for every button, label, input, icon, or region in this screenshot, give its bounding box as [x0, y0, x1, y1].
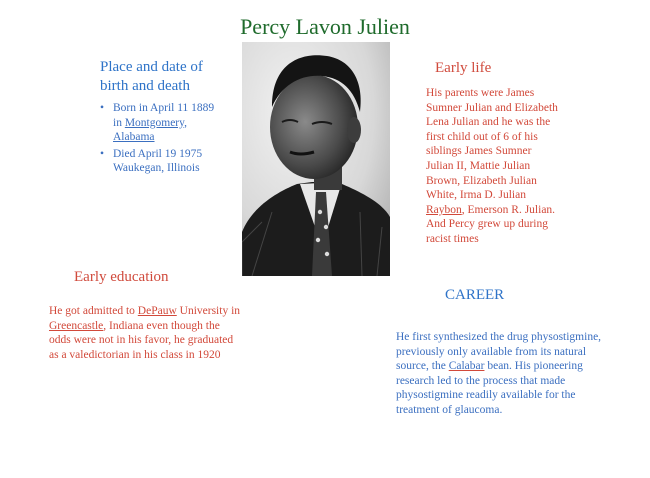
portrait-photo — [242, 42, 390, 276]
page-title: Percy Lavon Julien — [240, 14, 410, 39]
career-text-part2: bean. His pioneering research led to the process that made physostigmine readily available for the treatment of glaucoma. — [396, 360, 583, 416]
edu-text-part3: , Indiana even though the odds were not in his favor, he graduated as a valedictorian in his class in 1920 — [49, 319, 234, 361]
birthplace-link[interactable]: Montgomery, Alabama — [113, 116, 188, 144]
greencastle-word: Greencastle — [49, 319, 104, 332]
early-life-text-part1: His parents were James Sumner Julian and Elizabeth Lena Julian and he was the first child out of 6 of his siblings James Sumner Julian II, Mattie Julian Brown, Elizabeth Julian White, Irma D. Julian — [426, 87, 558, 202]
bullet-icon: • — [100, 147, 105, 160]
list-item-born — [100, 101, 220, 145]
died-text: Died April 19 1975 Waukegan, Illinois — [113, 147, 203, 175]
list-item-died — [100, 147, 220, 176]
career-text-part1: He first synthesized the drug physostigmine, previously only available from its natural source, the — [396, 331, 602, 373]
born-text: Born in April 11 1889 in — [113, 102, 215, 129]
raybon-word: Raybon — [426, 203, 462, 216]
early-education-heading: Early education — [74, 269, 169, 285]
early-life-text — [426, 86, 561, 247]
early-life-heading: Early life — [435, 60, 492, 76]
bullet-icon: • — [100, 102, 105, 114]
place-date-heading: Place and date of birth and death — [100, 59, 203, 94]
calabar-word: Calabar — [448, 360, 485, 373]
place-date-list — [100, 101, 220, 178]
edu-text-part2: University in — [176, 305, 241, 317]
depauw-word: DePauw — [137, 305, 177, 317]
edu-text-part1: He got admitted to — [49, 305, 138, 317]
early-life-text-part2: , Emerson R. Julian. And Percy grew up during racist times — [426, 203, 556, 245]
career-heading: CAREER — [445, 287, 505, 303]
early-education-text — [49, 304, 244, 362]
career-text — [396, 330, 606, 418]
